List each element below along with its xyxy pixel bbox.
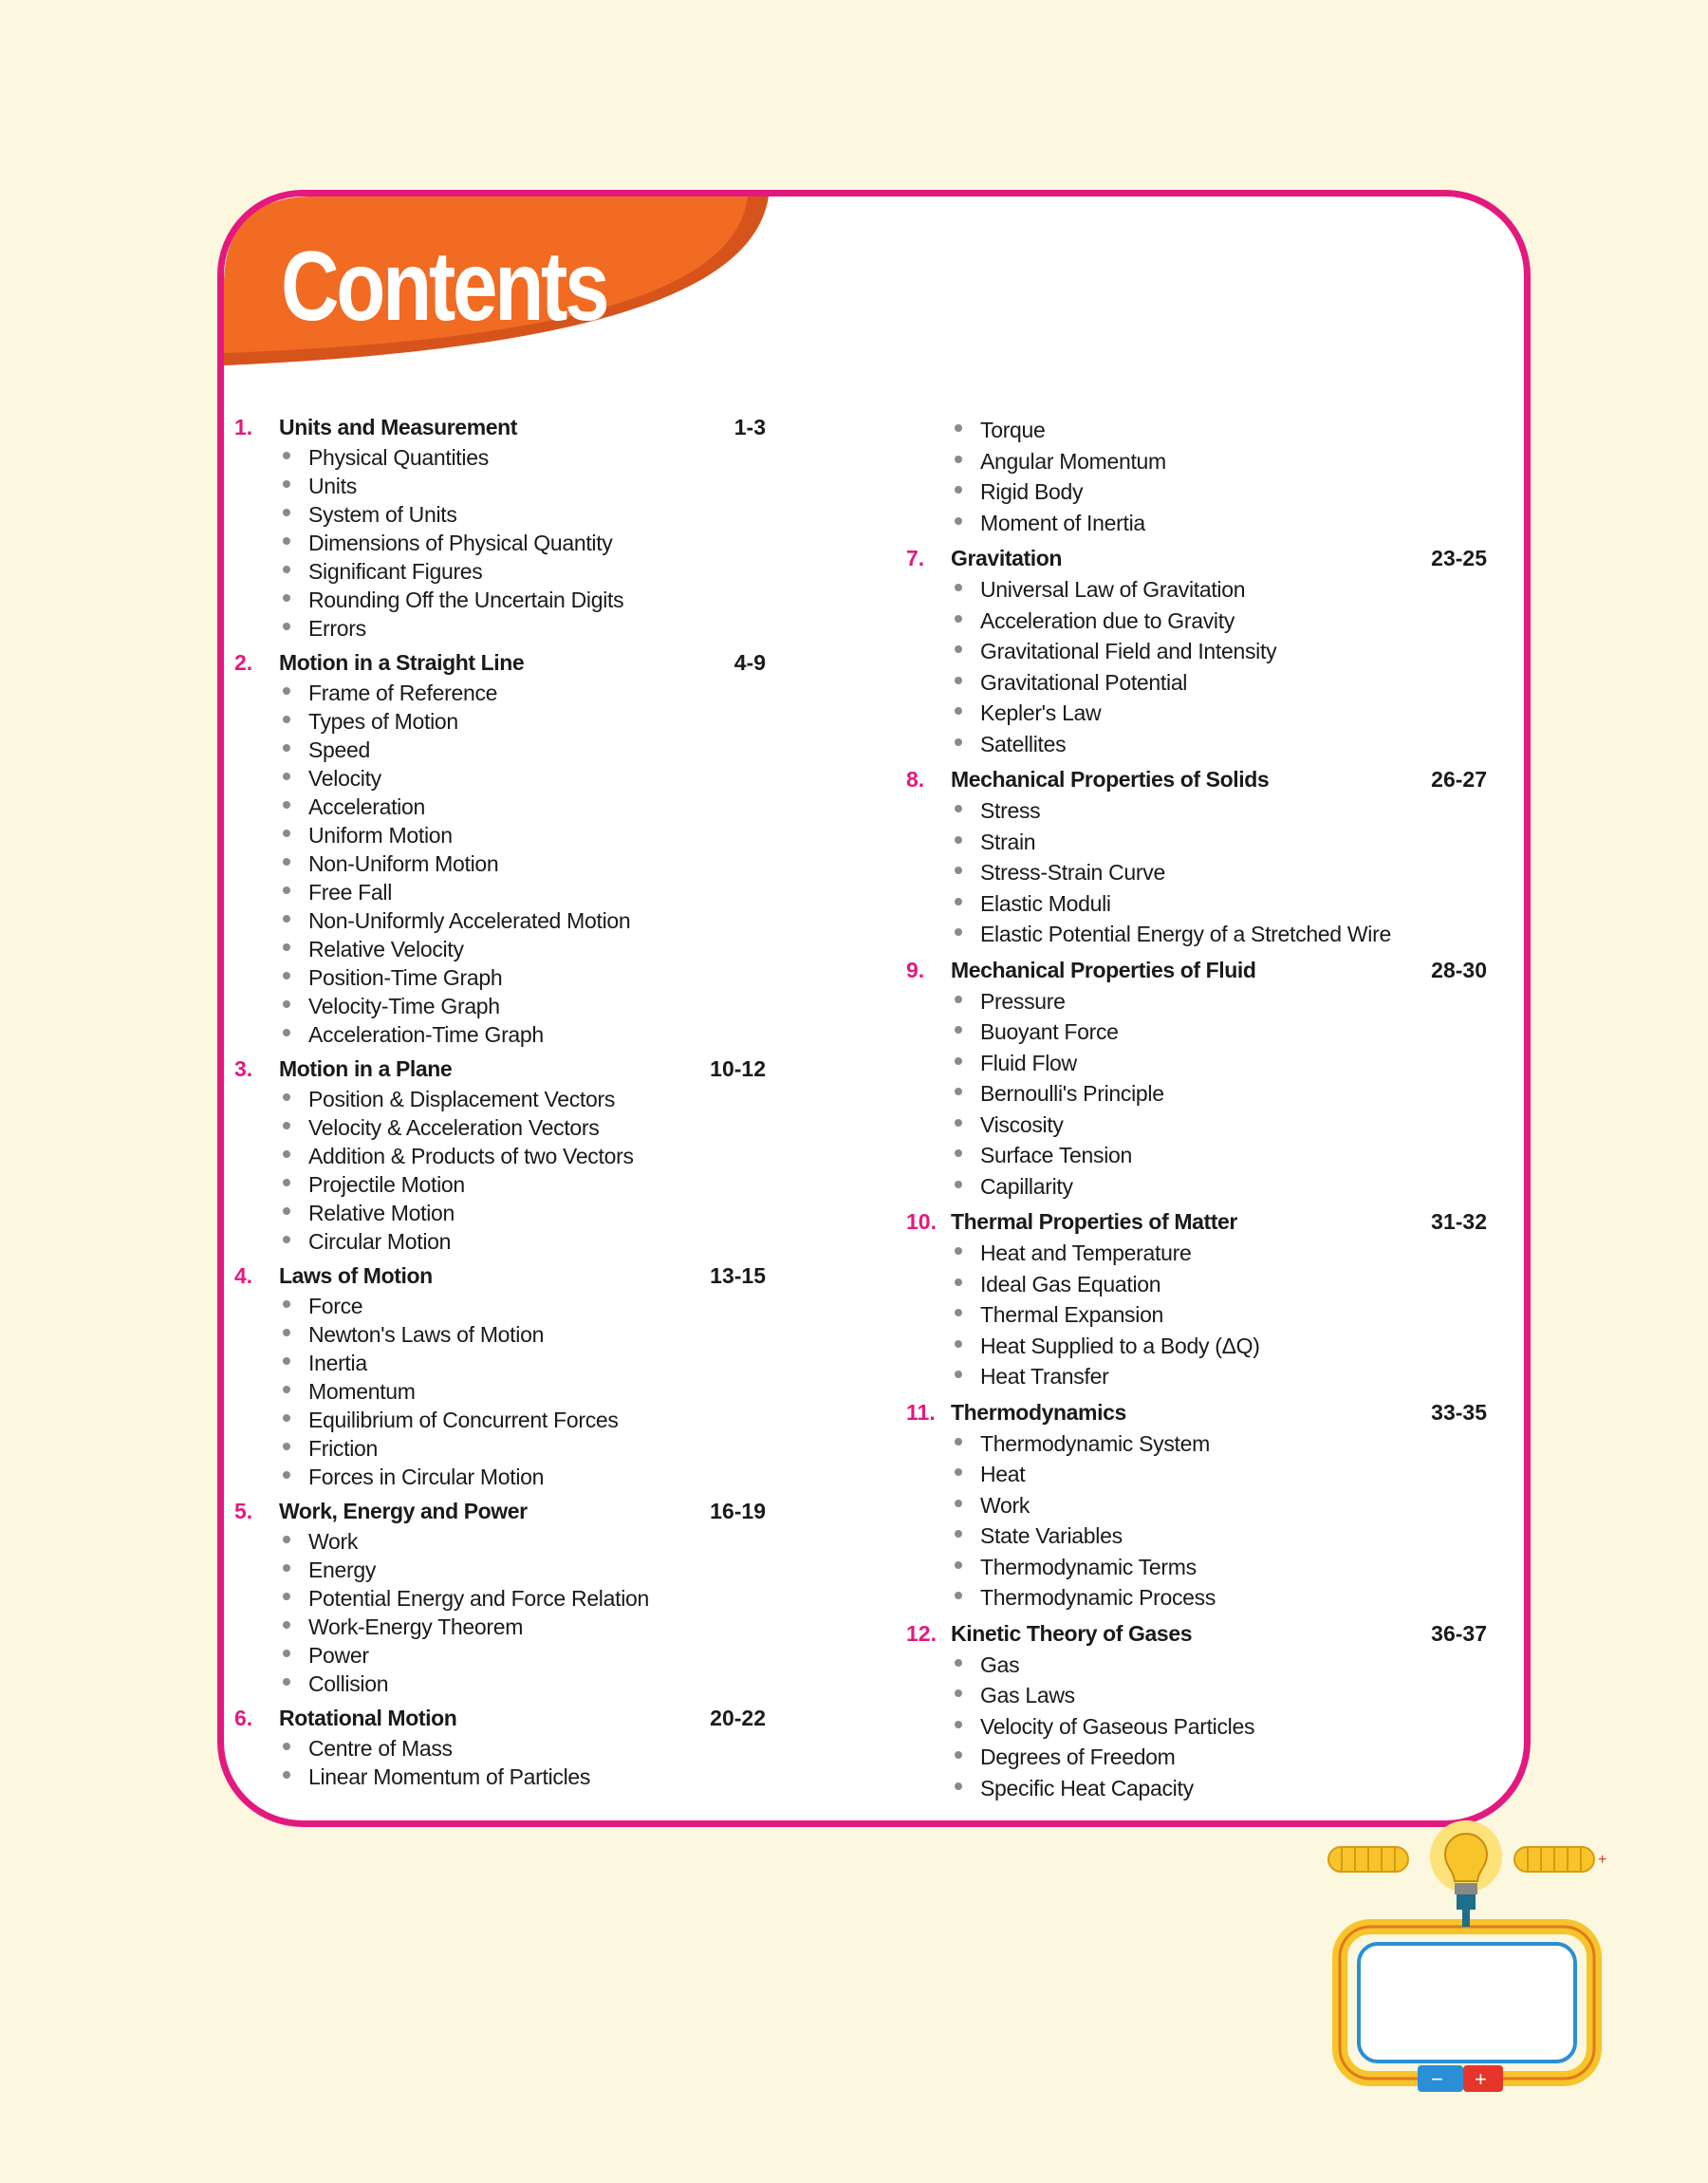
chapter-title: Thermal Properties of Matter bbox=[951, 1209, 1237, 1234]
chapter-pages: 16-19 bbox=[710, 1499, 766, 1523]
topic-item: Position & Displacement Vectors bbox=[234, 1085, 842, 1113]
topic-item: Thermodynamic Terms bbox=[906, 1552, 1513, 1583]
chapter-heading bbox=[234, 650, 842, 679]
chapter-title: Mechanical Properties of Solids bbox=[951, 767, 1270, 792]
topic-item: Momentum bbox=[234, 1377, 842, 1406]
topic-item: Strain bbox=[906, 827, 1513, 858]
topic-item: Linear Momentum of Particles bbox=[234, 1763, 842, 1791]
chapter-pages: 33-35 bbox=[1431, 1399, 1487, 1425]
topic-list bbox=[234, 679, 842, 1049]
chapter-title: Thermodynamics bbox=[951, 1399, 1126, 1425]
topic-item: Surface Tension bbox=[906, 1140, 1513, 1171]
topic-item: Acceleration due to Gravity bbox=[906, 606, 1513, 637]
topic-item: Velocity & Acceleration Vectors bbox=[234, 1113, 842, 1142]
topic-item: Free Fall bbox=[234, 878, 842, 906]
topic-item: Capillarity bbox=[906, 1171, 1513, 1203]
chapter bbox=[234, 1706, 842, 1791]
topic-item: Gas Laws bbox=[906, 1680, 1513, 1711]
chapter-heading bbox=[234, 1706, 842, 1734]
topic-list bbox=[234, 1527, 842, 1698]
left-coil-icon bbox=[1328, 1847, 1408, 1872]
topic-item: Circular Motion bbox=[234, 1227, 842, 1256]
topic-item: Heat bbox=[906, 1459, 1513, 1490]
topic-list bbox=[906, 574, 1513, 759]
topic-list bbox=[906, 1238, 1513, 1392]
svg-text:−: − bbox=[1431, 2067, 1443, 2091]
topic-item: Relative Motion bbox=[234, 1199, 842, 1227]
topic-item: Force bbox=[234, 1292, 842, 1320]
topic-item: Gravitational Field and Intensity bbox=[906, 636, 1513, 667]
chapter-heading bbox=[906, 1209, 1513, 1238]
battery-icon bbox=[1418, 2065, 1503, 2092]
topic-item: Universal Law of Gravitation bbox=[906, 574, 1513, 606]
topic-item: Uniform Motion bbox=[234, 821, 842, 849]
chapter-heading bbox=[906, 546, 1513, 574]
topic-item: Satellites bbox=[906, 729, 1513, 760]
chapter-title: Work, Energy and Power bbox=[279, 1499, 528, 1523]
chapter-number: 3. bbox=[234, 1056, 253, 1081]
chapter-title: Laws of Motion bbox=[279, 1263, 433, 1288]
topic-item: Rounding Off the Uncertain Digits bbox=[234, 586, 842, 614]
circuit-illustration bbox=[1319, 1820, 1623, 2096]
topic-item: Units bbox=[234, 472, 842, 500]
topic-list bbox=[234, 1292, 842, 1491]
chapter-title: Rotational Motion bbox=[279, 1706, 457, 1730]
chapter bbox=[234, 1056, 842, 1256]
chapter-heading bbox=[234, 415, 842, 443]
topic-list bbox=[906, 986, 1513, 1203]
chapter-number: 6. bbox=[234, 1706, 253, 1730]
chapter bbox=[234, 1263, 842, 1491]
chapter-title: Motion in a Straight Line bbox=[279, 650, 525, 675]
topic-item: Heat and Temperature bbox=[906, 1238, 1513, 1269]
right-coil-icon bbox=[1514, 1847, 1606, 1872]
topic-item: Potential Energy and Force Relation bbox=[234, 1584, 842, 1613]
chapter-heading bbox=[234, 1263, 842, 1292]
chapter-pages: 36-37 bbox=[1431, 1620, 1487, 1646]
chapter bbox=[234, 650, 842, 1049]
chapter-number: 7. bbox=[906, 546, 925, 570]
chapter-pages: 26-27 bbox=[1431, 767, 1487, 792]
topic-item: Significant Figures bbox=[234, 557, 842, 586]
topic-item: Kepler's Law bbox=[906, 698, 1513, 729]
topic-item: Friction bbox=[234, 1434, 842, 1463]
topic-item: Power bbox=[234, 1641, 842, 1670]
topic-item: Physical Quantities bbox=[234, 443, 842, 472]
chapter bbox=[906, 1621, 1513, 1804]
chapter-heading bbox=[906, 767, 1513, 795]
topic-item: Relative Velocity bbox=[234, 935, 842, 963]
topic-item: Buoyant Force bbox=[906, 1017, 1513, 1048]
chapter bbox=[906, 415, 1513, 538]
topic-item: Work-Energy Theorem bbox=[234, 1613, 842, 1641]
topic-item: Torque bbox=[906, 415, 1513, 446]
topic-item: Forces in Circular Motion bbox=[234, 1463, 842, 1491]
chapter bbox=[906, 1400, 1513, 1614]
topic-list bbox=[906, 415, 1513, 538]
chapter-pages: 20-22 bbox=[710, 1706, 766, 1730]
chapter bbox=[234, 415, 842, 643]
topic-item: State Variables bbox=[906, 1521, 1513, 1552]
chapter-number: 11. bbox=[906, 1399, 936, 1425]
topic-item: Velocity of Gaseous Particles bbox=[906, 1711, 1513, 1743]
topic-item: Pressure bbox=[906, 986, 1513, 1017]
topic-list bbox=[234, 1085, 842, 1256]
contents-column-right bbox=[906, 415, 1513, 1811]
chapter-pages: 28-30 bbox=[1431, 957, 1487, 982]
chapter-pages: 13-15 bbox=[710, 1263, 766, 1288]
topic-item: Work bbox=[234, 1527, 842, 1556]
topic-item: Heat Transfer bbox=[906, 1361, 1513, 1392]
chapter-number: 4. bbox=[234, 1263, 253, 1288]
topic-item: Elastic Potential Energy of a Stretched Wire bbox=[906, 919, 1513, 950]
topic-list bbox=[906, 795, 1513, 950]
topic-item: Dimensions of Physical Quantity bbox=[234, 529, 842, 557]
topic-item: Ideal Gas Equation bbox=[906, 1269, 1513, 1300]
topic-list bbox=[906, 1650, 1513, 1804]
chapter-number: 5. bbox=[234, 1499, 253, 1523]
topic-item: Gravitational Potential bbox=[906, 667, 1513, 699]
topic-item: Thermodynamic System bbox=[906, 1428, 1513, 1460]
topic-list bbox=[234, 443, 842, 643]
topic-item: Stress bbox=[906, 795, 1513, 827]
contents-card bbox=[217, 190, 1531, 1827]
chapter-title: Units and Measurement bbox=[279, 415, 518, 439]
svg-text:+: + bbox=[1598, 1852, 1607, 1868]
chapter-heading bbox=[234, 1056, 842, 1085]
topic-item: Non-Uniform Motion bbox=[234, 849, 842, 878]
chapter bbox=[234, 1499, 842, 1698]
chapter bbox=[906, 767, 1513, 950]
topic-item: Work bbox=[906, 1490, 1513, 1521]
contents-column-left bbox=[234, 415, 842, 1799]
topic-item: Errors bbox=[234, 614, 842, 643]
topic-item: Newton's Laws of Motion bbox=[234, 1320, 842, 1349]
topic-item: Addition & Products of two Vectors bbox=[234, 1142, 842, 1170]
chapter-number: 8. bbox=[906, 767, 925, 792]
topic-item: Inertia bbox=[234, 1349, 842, 1377]
chapter-heading bbox=[906, 1621, 1513, 1650]
topic-list bbox=[906, 1428, 1513, 1614]
topic-item: Collision bbox=[234, 1670, 842, 1698]
topic-item: Acceleration-Time Graph bbox=[234, 1020, 842, 1049]
topic-item: Speed bbox=[234, 736, 842, 764]
chapter-pages: 4-9 bbox=[733, 650, 766, 675]
chapter-heading bbox=[906, 1400, 1513, 1428]
chapter-number: 10. bbox=[906, 1209, 937, 1234]
chapter-number: 9. bbox=[906, 957, 925, 982]
topic-item: Bernoulli's Principle bbox=[906, 1078, 1513, 1110]
chapter bbox=[906, 546, 1513, 759]
chapter-title: Mechanical Properties of Fluid bbox=[951, 957, 1256, 982]
topic-item: Thermodynamic Process bbox=[906, 1582, 1513, 1614]
page-title: Contents bbox=[281, 232, 607, 342]
chapter-pages: 1-3 bbox=[733, 415, 766, 439]
chapter-pages: 31-32 bbox=[1431, 1209, 1487, 1234]
light-bulb-icon bbox=[1430, 1820, 1502, 1910]
chapter bbox=[906, 1209, 1513, 1392]
topic-item: Heat Supplied to a Body (ΔQ) bbox=[906, 1331, 1513, 1362]
chapter-number: 2. bbox=[234, 650, 253, 675]
chapter-title: Motion in a Plane bbox=[279, 1056, 453, 1081]
topic-item: Projectile Motion bbox=[234, 1170, 842, 1199]
topic-item: Angular Momentum bbox=[906, 446, 1513, 477]
topic-item: Degrees of Freedom bbox=[906, 1742, 1513, 1773]
topic-item: Equilibrium of Concurrent Forces bbox=[234, 1406, 842, 1434]
topic-item: Viscosity bbox=[906, 1110, 1513, 1141]
topic-item: Centre of Mass bbox=[234, 1734, 842, 1763]
topic-item: Energy bbox=[234, 1556, 842, 1584]
svg-text:+: + bbox=[1475, 2067, 1487, 2091]
chapter-heading bbox=[906, 958, 1513, 986]
topic-item: Rigid Body bbox=[906, 476, 1513, 508]
topic-item: Frame of Reference bbox=[234, 679, 842, 707]
chapter-pages: 23-25 bbox=[1431, 546, 1487, 570]
chapter-number: 1. bbox=[234, 415, 253, 439]
topic-item: System of Units bbox=[234, 500, 842, 529]
topic-item: Gas bbox=[906, 1650, 1513, 1681]
topic-item: Velocity-Time Graph bbox=[234, 992, 842, 1020]
topic-item: Stress-Strain Curve bbox=[906, 857, 1513, 888]
topic-item: Types of Motion bbox=[234, 707, 842, 736]
chapter-pages: 10-12 bbox=[710, 1056, 766, 1081]
topic-item: Elastic Moduli bbox=[906, 888, 1513, 920]
chapter-number: 12. bbox=[906, 1620, 937, 1646]
topic-item: Fluid Flow bbox=[906, 1048, 1513, 1079]
topic-item: Moment of Inertia bbox=[906, 508, 1513, 539]
topic-item: Position-Time Graph bbox=[234, 963, 842, 992]
chapter-title: Kinetic Theory of Gases bbox=[951, 1620, 1193, 1646]
topic-item: Non-Uniformly Accelerated Motion bbox=[234, 906, 842, 935]
topic-list bbox=[234, 1734, 842, 1791]
chapter-heading bbox=[234, 1499, 842, 1527]
topic-item: Thermal Expansion bbox=[906, 1299, 1513, 1331]
topic-item: Acceleration bbox=[234, 793, 842, 821]
chapter bbox=[906, 958, 1513, 1203]
topic-item: Specific Heat Capacity bbox=[906, 1773, 1513, 1804]
topic-item: Velocity bbox=[234, 764, 842, 793]
chapter-title: Gravitation bbox=[951, 546, 1063, 570]
